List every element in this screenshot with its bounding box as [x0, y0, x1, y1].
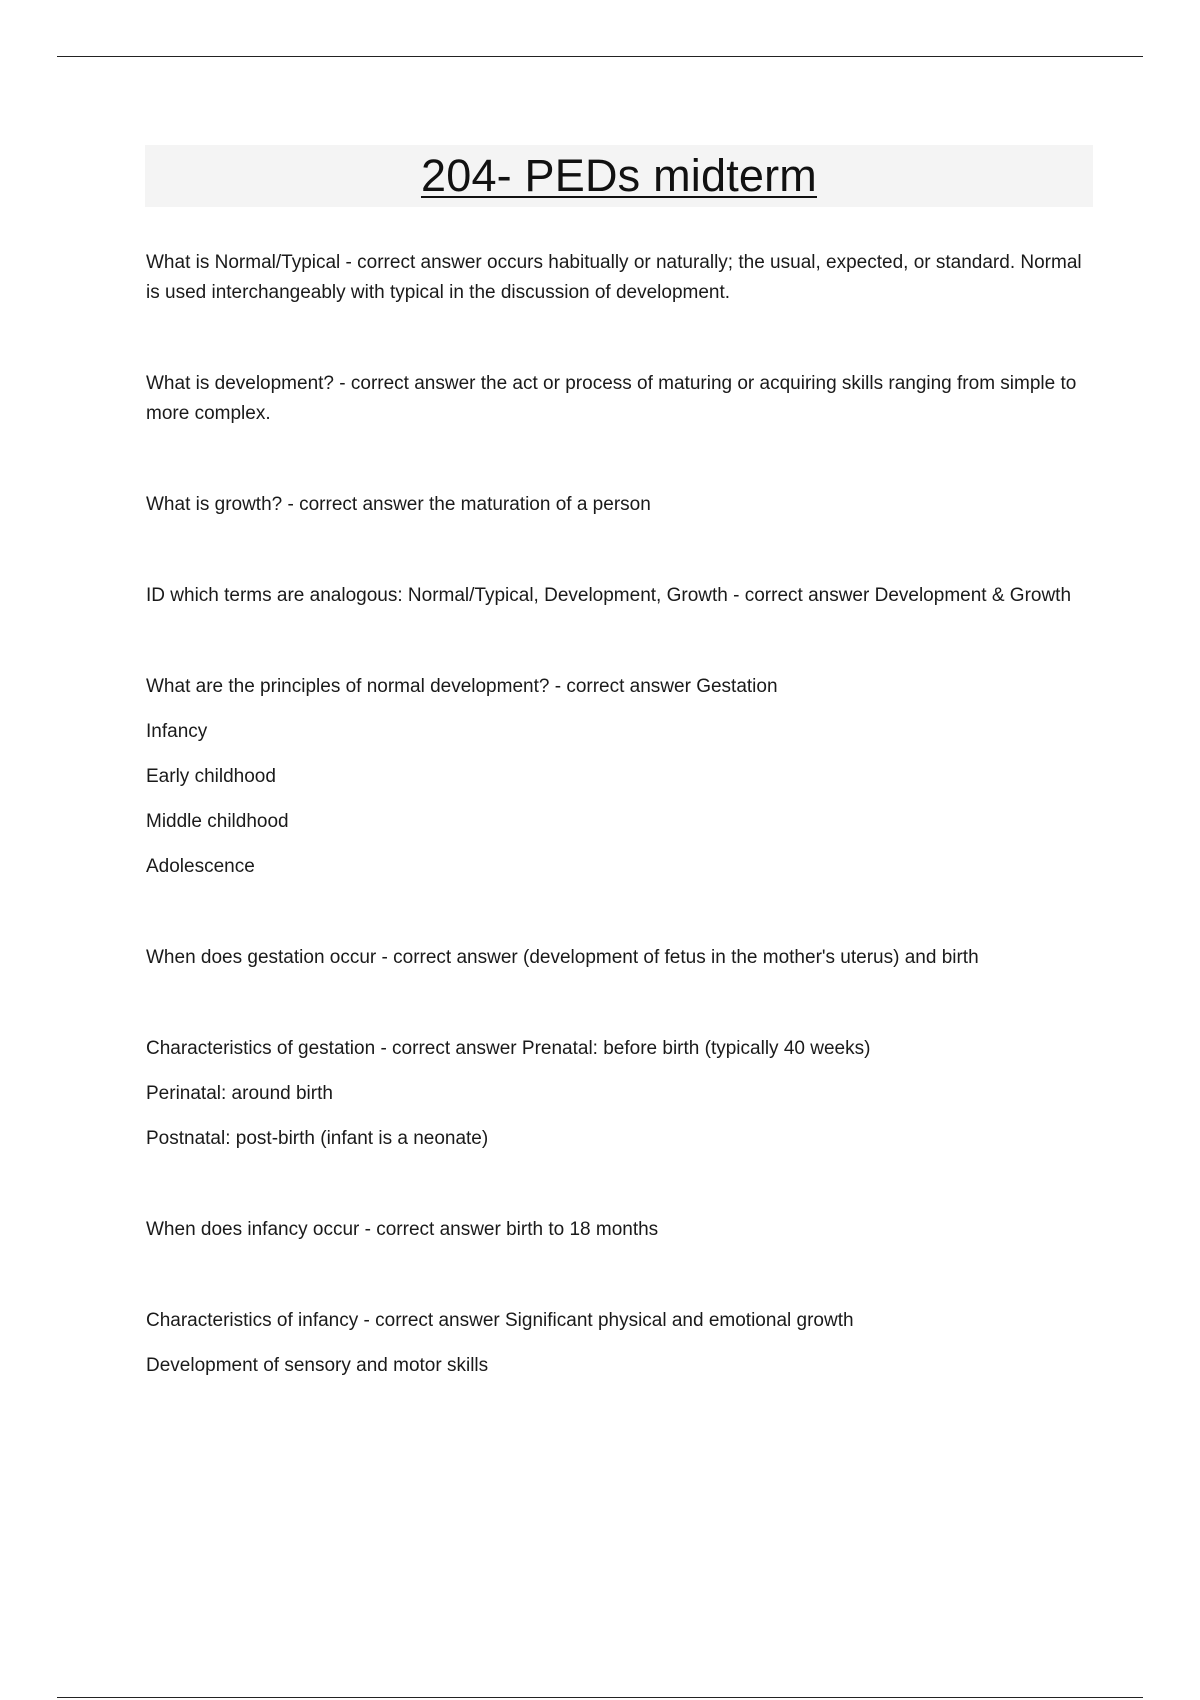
- title-band: [145, 145, 1093, 207]
- qa-extra-line: Early childhood: [146, 766, 276, 787]
- qa-entry: [146, 1034, 1086, 1154]
- qa-entry: [146, 490, 1086, 520]
- qa-extra-line: Middle childhood: [146, 811, 289, 832]
- qa-text: Characteristics of infancy - correct answer Significant physical and emotional growth: [146, 1310, 854, 1331]
- qa-entry: [146, 672, 1086, 882]
- qa-extra-line: Infancy: [146, 721, 208, 742]
- qa-extra-line: Adolescence: [146, 856, 255, 877]
- qa-text: When does infancy occur - correct answer birth to 18 months: [146, 1219, 659, 1240]
- qa-extra-line: Perinatal: around birth: [146, 1083, 333, 1104]
- qa-list: [146, 248, 1086, 1381]
- qa-text: What is growth? - correct answer the maturation of a person: [146, 494, 651, 515]
- qa-entry: [146, 248, 1086, 308]
- qa-text: What is development? - correct answer the act or process of maturing or acquiring skills ranging from simple to more complex.: [146, 373, 1077, 424]
- qa-extra-line: Postnatal: post-birth (infant is a neonate): [146, 1128, 489, 1149]
- bottom-rule: [57, 1697, 1143, 1698]
- qa-text: ID which terms are analogous: Normal/Typical, Development, Growth - correct answer Development & Growth: [146, 585, 1072, 606]
- qa-entry: [146, 581, 1086, 611]
- qa-extra-line: Development of sensory and motor skills: [146, 1355, 489, 1376]
- qa-entry: [146, 369, 1086, 429]
- qa-text: When does gestation occur - correct answer (development of fetus in the mother's uterus) and birth: [146, 947, 979, 968]
- document-title: 204- PEDs midterm: [420, 150, 817, 201]
- qa-entry: [146, 1215, 1086, 1245]
- top-rule: [57, 56, 1143, 57]
- qa-entry: [146, 1306, 1086, 1381]
- qa-text: Characteristics of gestation - correct answer Prenatal: before birth (typically 40 weeks): [146, 1038, 871, 1059]
- qa-text: What are the principles of normal development? - correct answer Gestation: [146, 676, 778, 697]
- qa-text: What is Normal/Typical - correct answer occurs habitually or naturally; the usual, expected, or standard. Normal is used interchangeably with typical in the discussion of development.: [146, 252, 1082, 303]
- qa-entry: [146, 943, 1086, 973]
